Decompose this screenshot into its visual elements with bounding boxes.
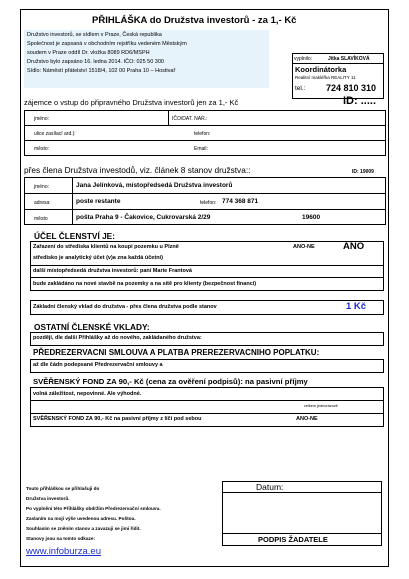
- purpose-answer: ANO: [343, 241, 365, 252]
- purpose-heading: ÚČEL ČLENSTVÍ JE:: [34, 231, 115, 241]
- sponsor-name-label: jméno:: [34, 184, 50, 190]
- member-phone-label: telefon:: [194, 131, 211, 137]
- purpose-row1: Zařazení do střediska klientů na koupi pozemku u Plzně: [33, 244, 179, 250]
- sponsor-city: pošta Praha 9 - Čakovice, Cukrovarská 2/29: [76, 214, 211, 221]
- sponsor-address: poste restante: [76, 198, 121, 205]
- footer-note: Stanovy jsou na tomto odkaze:: [26, 536, 96, 541]
- sponsor-heading: přes člena Družstva investodů, viz. článek 8 stanov družstva::: [24, 165, 251, 175]
- sponsor-city-label: město: [34, 216, 48, 222]
- infoburza-link[interactable]: www.infoburza.eu: [26, 546, 101, 557]
- footer-note: Družstva investorů.: [26, 496, 70, 501]
- divider: [30, 413, 384, 414]
- divider: [24, 140, 386, 141]
- divider: [72, 177, 73, 225]
- member-ico-label: IČO/DAT. NAR.:: [172, 116, 208, 122]
- company-line: Družstvo bylo zapsáno 16. ledna 2014. IČO: 025 50 300: [27, 59, 164, 65]
- filled-label: vyplnilo:: [294, 56, 313, 62]
- form-title: PŘIHLÁŠKA do Družstva investorů - za 1,- Kč: [92, 15, 297, 26]
- member-id: ID: .....: [343, 95, 376, 107]
- tel-label: tel.:: [295, 85, 306, 92]
- company-line: soudem v Praze oddíl Dr. vložka 8089 RD6/MSPH: [27, 50, 150, 56]
- other-line2: až dle čádn podepsané Předrezervační smlouvy a: [33, 362, 163, 368]
- trust-fund-heading: SVĚŘENSKÝ FOND ZA 90,- Kč (cena za ověření podpisů): na pasivní příjmy: [33, 377, 308, 386]
- divider: [222, 533, 382, 534]
- member-name-label: jméno:: [34, 116, 50, 122]
- sponsor-phone: 774 368 871: [222, 198, 259, 205]
- company-info: [27, 31, 187, 76]
- other-line1: později, dle další Přihlášky až do nového, zakládaného družstva:: [33, 335, 202, 341]
- signature-label: PODPIS ŽADATELE: [258, 535, 328, 544]
- divider: [24, 209, 386, 210]
- footer-note: Touto přihláškou se přihlašuji do: [26, 486, 100, 491]
- purpose-row1b: středisko je analytický účet (v)a zna každá účetní): [33, 255, 163, 261]
- divider: [30, 400, 384, 401]
- divider: [222, 492, 382, 493]
- company-line: Společnost je zapsaná v obchodním rejstříku vedeném Městským: [27, 41, 187, 47]
- company-line: Družstvo investorů, se sídlem v Praze, Česká republika: [27, 32, 162, 38]
- footer-note: Souhlasím se zněním stanov a zavazuji se jimi řídit.: [26, 526, 141, 531]
- other-yesno: ANO-NE: [296, 416, 318, 422]
- sponsor-phone-label: telefon:: [200, 200, 217, 206]
- member-email-label: Email:: [194, 146, 208, 152]
- divider: [30, 265, 384, 266]
- coordinator-subtitle: Realitní makléřka REALITY 11: [295, 75, 356, 80]
- small-note: celkem jednorázově: [304, 404, 338, 408]
- member-city-label: město:: [34, 146, 50, 152]
- divider: [30, 277, 384, 278]
- deposit-text: Základní členský vklad do družstva - přes člena družstva podle stanov: [33, 304, 217, 310]
- deposit-amount: 1 Kč: [346, 301, 367, 312]
- footer-note: Zaslaním na mojí výše uvedenou adresu. Poštou.: [26, 516, 136, 521]
- divider: [24, 125, 386, 126]
- member-address-label: ulice zasílací ard.):: [34, 131, 76, 137]
- sponsor-address-label: adresa:: [34, 200, 51, 206]
- filled-name: Jitka SLAVÍKOVÁ: [328, 56, 370, 62]
- sponsor-id: ID: 19009: [352, 169, 374, 175]
- divider: [292, 63, 384, 64]
- purpose-yesno: ANO-NE: [293, 244, 315, 250]
- footer-notes: [26, 484, 161, 544]
- other-line3: volná záležitost, nepovinné. Ale výhodné.: [33, 391, 142, 397]
- purpose-row2: další místopředsedá družstva investorů: paní Marie Frantová: [33, 268, 192, 274]
- company-line: Sídlo: Náměstí přátelství 1518/4, 102 00 Praha 10 – Hostivař: [27, 68, 176, 74]
- date-label: Datum:: [256, 482, 284, 492]
- coordinator-phone: 724 810 310: [326, 83, 377, 93]
- sponsor-zip: 19600: [302, 214, 321, 221]
- coordinator-role: Koordinátorka: [295, 65, 347, 74]
- other-line4: SVĚŘENSKÝ FOND ZA 90,- Kč na pasivní příjmy z líčí pod sebou: [33, 416, 202, 422]
- other-heading: OSTATNÍ ČLENSKÉ VKLADY:: [34, 322, 150, 332]
- interest-text: zájemce o vstup do připravného Družstva investorů jen za 1,- Kč: [24, 98, 239, 107]
- reservation-heading: PŘEDREZERVACNI SMLOUVA A PLATBA PREREZERVACNIHO POPLATKU:: [33, 348, 320, 357]
- divider: [24, 193, 386, 194]
- sponsor-name: Jana Jelínková, místopředsedá Družstva investorů: [76, 182, 233, 189]
- purpose-row3: bude zakládáno na nové stavbě na pozemky a na sítě pro klienty (bezpečnost financí): [33, 281, 257, 287]
- divider: [168, 110, 169, 125]
- footer-note: Po vyplnění této Přihlášky obdržím Předrezervační smlouvu.: [26, 506, 161, 511]
